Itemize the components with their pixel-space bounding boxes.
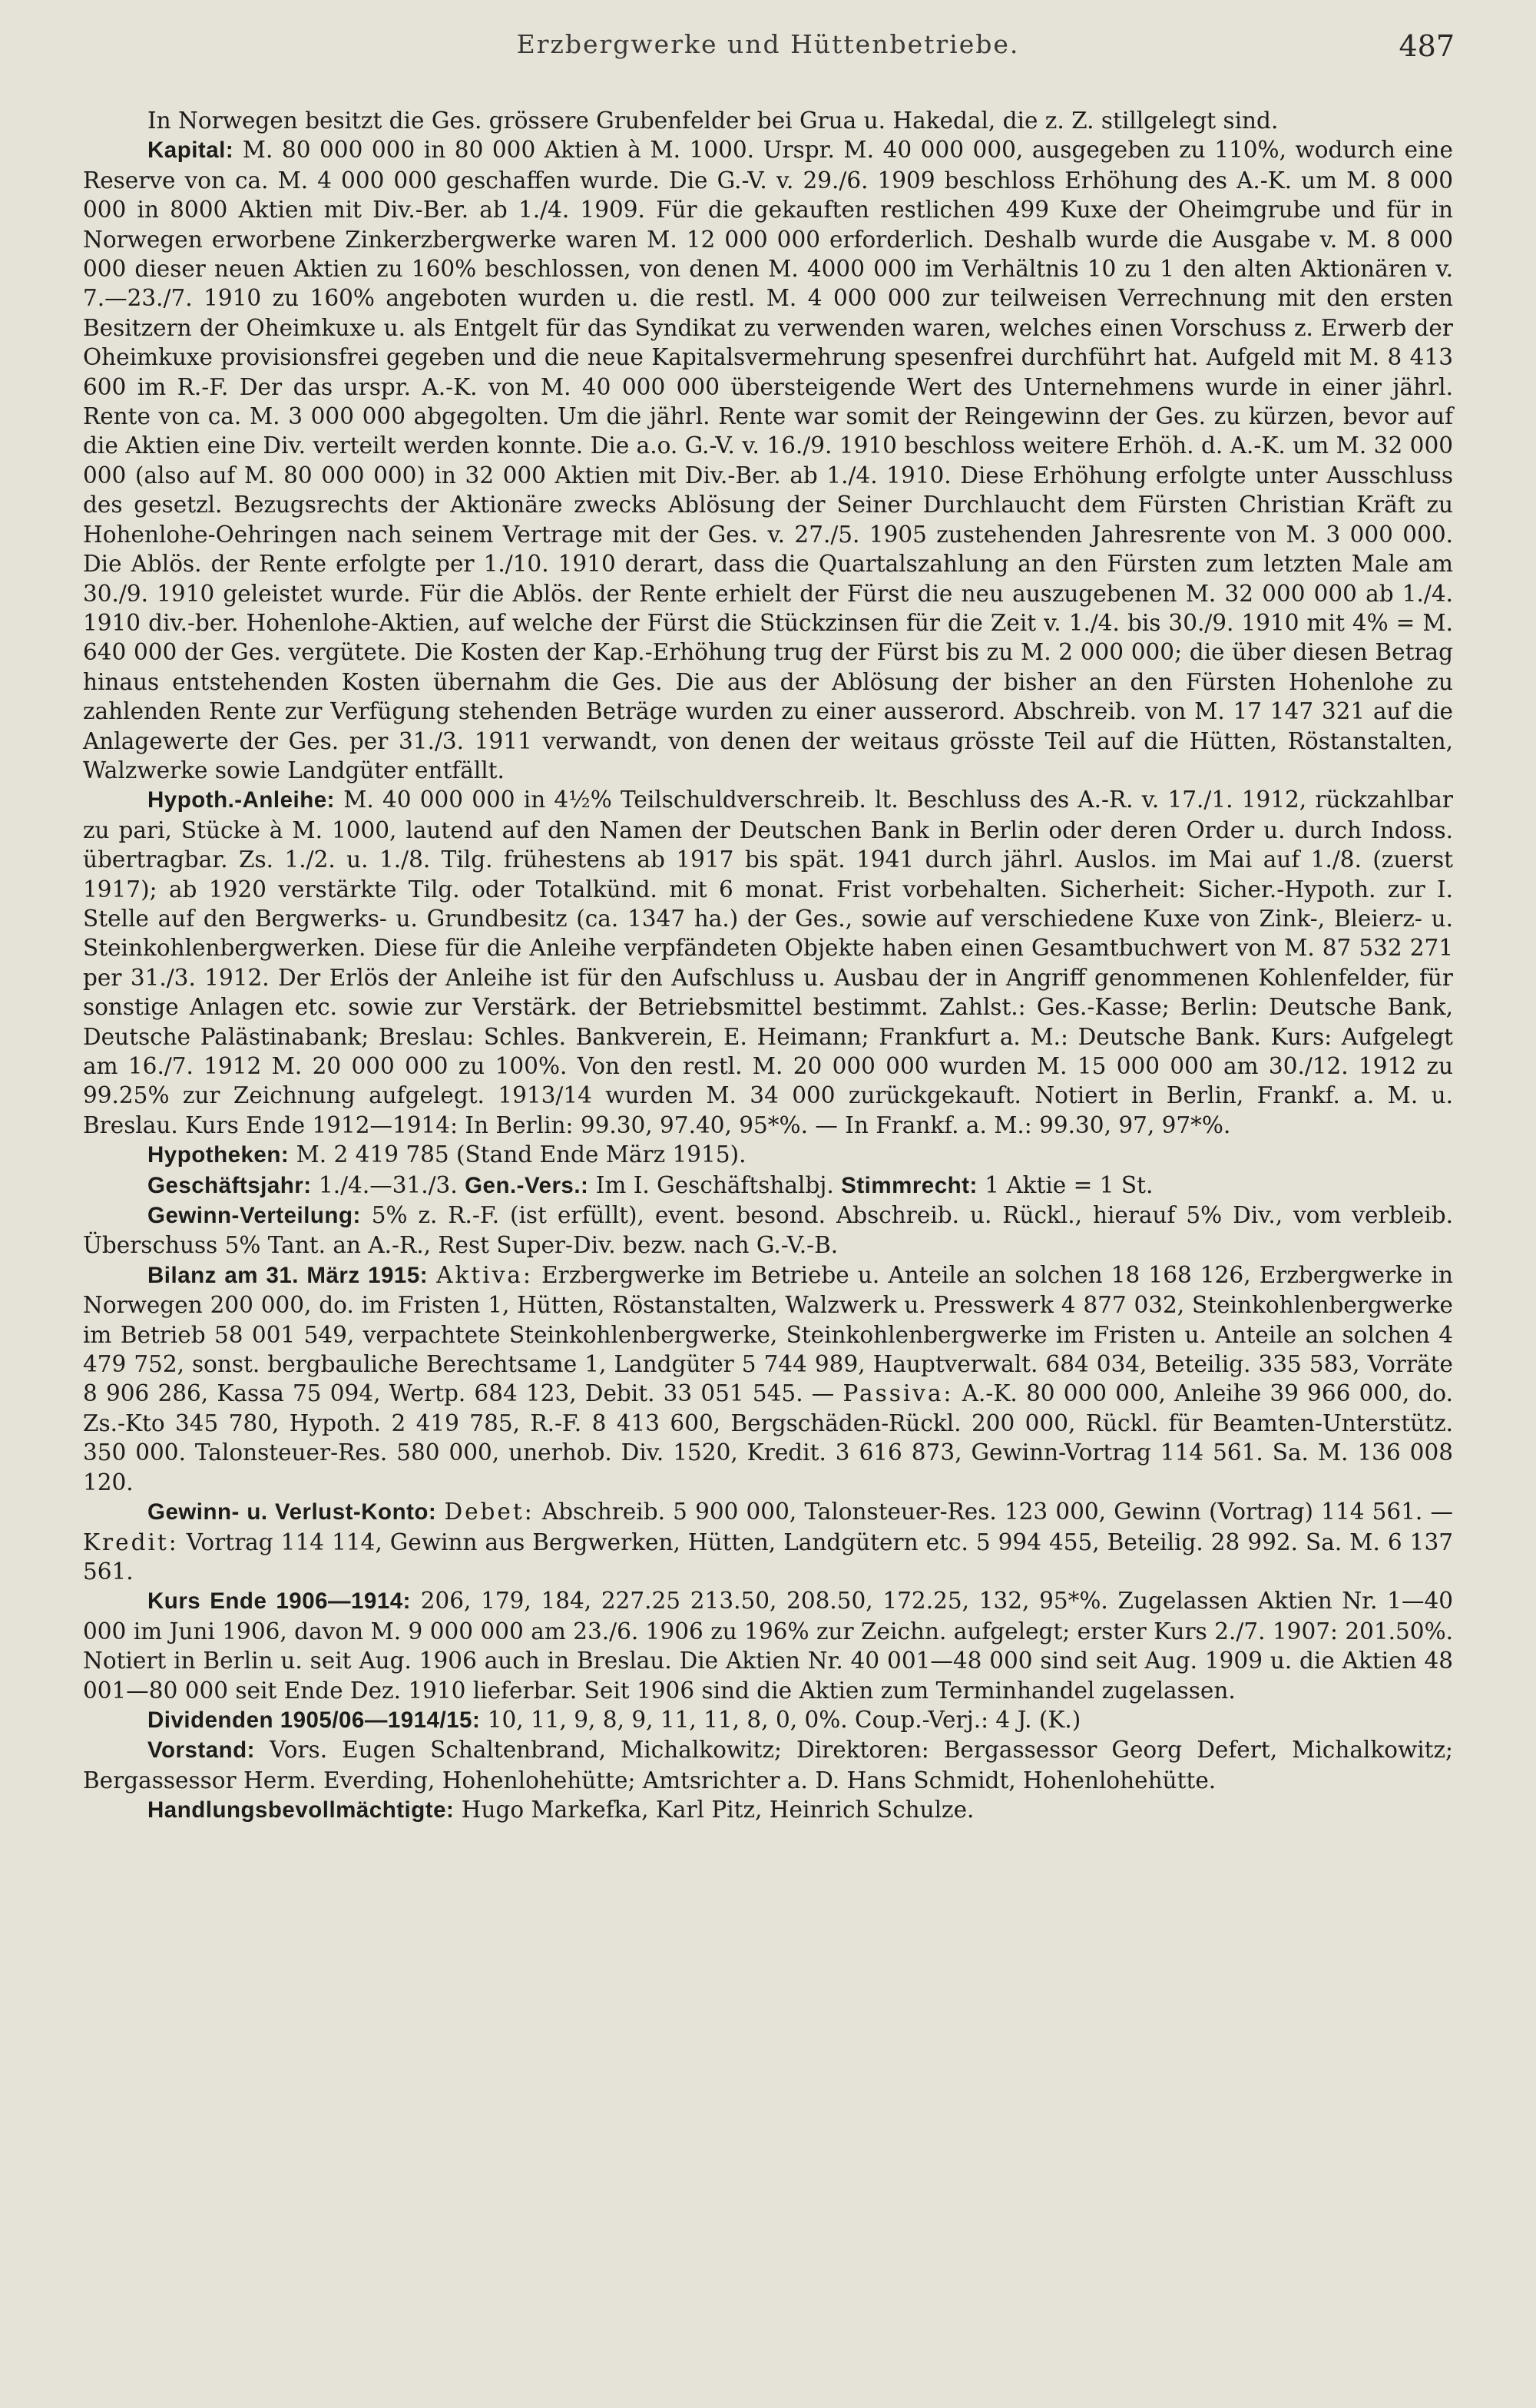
geschaeftsjahr-text: 1./4.—31./3. <box>318 1171 458 1198</box>
page-number: 487 <box>1399 29 1455 63</box>
bilanz-passiva-text: A.-K. 80 000 000, Anleihe 39 966 000, do. Zs.-Kto 345 780, Hypoth. 2 419 785, R.-F. 8 413 600, Bergschäden-Rückl. 200 000, Rückl. für Beamten-Unterstütz. 350 000. Talonsteuer-Res. 580 000, unerhob. Div. 1520, Kredit. 3 616 873, Gewinn-Vortrag 114 561. Sa. M. 136 008 120. <box>83 1380 1453 1495</box>
vorstand-text: Vors. Eugen Schaltenbrand, Michalkowitz; Direktoren: Bergassessor Georg Defert, Michalkowitz; Bergassessor Herm. Everding, Hohenlohehütte; Amtsrichter a. D. Hans Schmidt, Hohenlohehütte. <box>83 1737 1453 1794</box>
paragraph-dividenden <box>83 1705 1453 1735</box>
guv-kredit-label: Kredit: <box>83 1529 179 1555</box>
paragraph-kapital <box>83 135 1453 785</box>
guv-kredit-text: Vortrag 114 114, Gewinn aus Bergwerken, Hütten, Landgütern etc. 5 994 455, Beteilig. 28 992. Sa. M. 6 137 561. <box>83 1529 1453 1585</box>
hypoth-anleihe-heading: Hypoth.-Anleihe: <box>147 787 335 813</box>
geschaeftsjahr-heading: Geschäftsjahr: <box>147 1172 312 1198</box>
running-title: Erzbergwerke und Hüttenbetriebe. <box>516 29 1020 59</box>
guv-debet-label: Debet: <box>444 1499 535 1525</box>
kapital-heading: Kapital: <box>147 137 234 164</box>
kapital-text: M. 80 000 000 in 80 000 Aktien à M. 1000. Urspr. M. 40 000 000, ausgegeben zu 110%, wodurch eine Reserve von ca. M. 4 000 000 geschaffen wurde. Die G.-V. v. 29./6. 1909 beschloss Erhöhung des A.-K. um M. 8 000 000 in 8000 Aktien mit Div.-Ber. ab 1./4. 1909. Für die gekauften restlichen 499 Kuxe der Oheimgrube und für in Norwegen erworbene Zinkerzbergwerke waren M. 12 000 000 erforderlich. Deshalb wurde die Ausgabe v. M. 8 000 000 dieser neuen Aktien zu 160% beschlossen, von denen M. 4000 000 im Verhältnis 10 zu 1 den alten Aktionären v. 7.—23./7. 1910 zu 160% angeboten wurden u. die restl. M. 4 000 000 zur teilweisen Verrechnung mit den ersten Besitzern der Oheimkuxe u. als Entgelt für das Syndikat zu verwenden waren, welches einen Vorschuss z. Erwerb der Oheimkuxe provisionsfrei gegeben und die neue Kapitalsvermehrung spesenfrei durchführt hat. Aufgeld mit M. 8 413 600 im R.-F. Der das urspr. A.-K. von M. 40 000 000 übersteigende Wert des Unternehmens wurde in einer jährl. Rente von ca. M. 3 000 000 abgegolten. Um die jährl. Rente war somit der Reingewinn der Ges. zu kürzen, bevor auf die Aktien eine Div. verteilt werden konnte. Die a.o. G.-V. v. 16./9. 1910 beschloss weitere Erhöh. d. A.-K. um M. 32 000 000 (also auf M. 80 000 000) in 32 000 Aktien mit Div.-Ber. ab 1./4. 1910. Diese Erhöhung erfolgte unter Ausschluss des gesetzl. Bezugsrechts der Aktionäre zwecks Ablösung der Seiner Durchlaucht dem Fürsten Christian Kräft zu Hohenlohe-Oehringen nach seinem Vertrage mit der Ges. v. 27./5. 1905 zustehenden Jahresrente von M. 3 000 000. Die Ablös. der Rente erfolgte per 1./10. 1910 derart, dass die Quartalszahlung an den Fürsten zum letzten Male am 30./9. 1910 geleistet wurde. Für die Ablös. der Rente erhielt der Fürst die neu auszugebenen M. 32 000 000 ab 1./4. 1910 div.-ber. Hohenlohe-Aktien, auf welche der Fürst die Stückzinsen für die Zeit v. 1./4. bis 30./9. 1910 mit 4% = M. 640 000 der Ges. vergütete. Die Kosten der Kap.-Erhöhung trug der Fürst bis zu M. 2 000 000; die über diesen Betrag hinaus entstehenden Kosten übernahm die Ges. Die aus der Ablösung der bisher an den Fürsten Hohenlohe zu zahlenden Rente zur Verfügung stehenden Beträge wurden zu einer ausserord. Abschreib. von M. 17 147 321 auf die Anlagewerte der Ges. per 31./3. 1911 verwandt, von denen der weitaus grösste Teil auf die Hütten, Röstanstalten, Walzwerke sowie Landgüter entfällt. <box>83 137 1453 783</box>
paragraph-gewinn-verlust-konto <box>83 1497 1453 1586</box>
guv-heading: Gewinn- u. Verlust-Konto: <box>147 1499 437 1525</box>
hypotheken-text: M. 2 419 785 (Stand Ende März 1915). <box>296 1141 746 1168</box>
gen-vers-text: Im I. Geschäftshalbj. <box>595 1171 834 1198</box>
bilanz-heading: Bilanz am 31. März 1915: <box>147 1262 429 1288</box>
stimmrecht-text: 1 Aktie = 1 St. <box>985 1171 1154 1198</box>
hypoth-anleihe-text: M. 40 000 000 in 4½% Teilschuldverschreib. lt. Beschluss des A.-R. v. 17./1. 1912, rückzahlbar zu pari, Stücke à M. 1000, lautend auf den Namen der Deutschen Bank in Berlin oder deren Order u. durch Indoss. übertragbar. Zs. 1./2. u. 1./8. Tilg. frühestens ab 1917 bis spät. 1941 durch jährl. Auslos. im Mai auf 1./8. (zuerst 1917); ab 1920 verstärkte Tilg. oder Totalkünd. mit 6 monat. Frist vorbehalten. Sicherheit: Sicher.-Hypoth. zur I. Stelle auf den Bergwerks- u. Grundbesitz (ca. 1347 ha.) der Ges., sowie auf verschiedene Kuxe von Zink-, Bleierz- u. Steinkohlenbergwerken. Diese für die Anleihe verpfändeten Objekte haben einen Gesamtbuchwert von M. 87 532 271 per 31./3. 1912. Der Erlös der Anleihe ist für den Aufschluss u. Ausbau der in Angriff genommenen Kohlenfelder, für sonstige Anlagen etc. sowie zur Verstärk. der Betriebsmittel bestimmt. Zahlst.: Ges.-Kasse; Berlin: Deutsche Bank, Deutsche Palästinabank; Breslau: Schles. Bankverein, E. Heimann; Frankfurt a. M.: Deutsche Bank. Kurs: Aufgelegt am 16./7. 1912 M. 20 000 000 zu 100%. Von den restl. M. 20 000 000 wurden M. 15 000 000 am 30./12. 1912 zu 99.25% zur Zeichnung aufgelegt. 1913/14 wurden M. 34 000 zurückgekauft. Notiert in Berlin, Frankf. a. M. u. Breslau. Kurs Ende 1912—1914: In Berlin: 99.30, 97.40, 95*%. — In Frankf. a. M.: 99.30, 97, 97*%. <box>83 787 1453 1138</box>
paragraph-norwegen <box>83 106 1453 135</box>
paragraph-hypotheken <box>83 1140 1453 1170</box>
handlungsbevollmaechtigte-heading: Handlungsbevollmächtigte: <box>147 1797 455 1823</box>
hypotheken-heading: Hypotheken: <box>147 1142 290 1168</box>
paragraph-hypoth-anleihe <box>83 785 1453 1140</box>
paragraph-gewinn-verteilung <box>83 1201 1453 1260</box>
paragraph-handlungsbevollmaechtigte <box>83 1795 1453 1825</box>
gewinn-verteilung-heading: Gewinn-Verteilung: <box>147 1203 361 1229</box>
bilanz-passiva-label: Passiva: <box>842 1380 954 1407</box>
body-text <box>83 106 1453 1826</box>
bilanz-aktiva-label: Aktiva: <box>436 1261 533 1288</box>
paragraph-vorstand <box>83 1735 1453 1795</box>
bilanz-aktiva-text: Erzbergwerke im Betriebe u. Anteile an solchen 18 168 126, Erzbergwerke in Norwegen 200 000, do. im Fristen 1, Hütten, Röstanstalten, Walzwerk u. Presswerk 4 877 032, Steinkohlenbergwerke im Betrieb 58 001 549, verpachtete Steinkohlenbergwerke, Steinkohlenbergwerke im Fristen u. Anteile an solchen 4 479 752, sonst. bergbauliche Berechtsame 1, Landgüter 5 744 989, Hauptverwalt. 684 034, Beteilig. 335 583, Vorräte 8 906 286, Kassa 75 094, Wertp. 684 123, Debit. 33 051 545. — <box>83 1261 1453 1407</box>
page-header <box>0 29 1536 75</box>
dividenden-heading: Dividenden 1905/06—1914/15: <box>147 1707 481 1733</box>
paragraph-geschaeftsjahr <box>83 1171 1453 1201</box>
paragraph-bilanz <box>83 1260 1453 1497</box>
vorstand-heading: Vorstand: <box>147 1737 255 1764</box>
guv-debet-text: Abschreib. 5 900 000, Talonsteuer-Res. 123 000, Gewinn (Vortrag) 114 561. — <box>541 1499 1453 1525</box>
kurs-text: 206, 179, 184, 227.25 213.50, 208.50, 172.25, 132, 95*%. Zugelassen Aktien Nr. 1—40 000 im Juni 1906, davon M. 9 000 000 am 23./6. 1906 zu 196% zur Zeichn. aufgelegt; erster Kurs 2./7. 1907: 201.50%. Notiert in Berlin u. seit Aug. 1906 auch in Breslau. Die Aktien Nr. 40 001—48 000 sind seit Aug. 1909 u. die Aktien 48 001—80 000 seit Ende Dez. 1910 lieferbar. Seit 1906 sind die Aktien zum Terminhandel zugelassen. <box>83 1588 1453 1704</box>
paragraph-kurs <box>83 1586 1453 1705</box>
handlungsbevollmaechtigte-text: Hugo Markefka, Karl Pitz, Heinrich Schulze. <box>461 1797 975 1823</box>
norwegen-text: In Norwegen besitzt die Ges. grössere Grubenfelder bei Grua u. Hakedal, die z. Z. stillgelegt sind. <box>147 108 1279 134</box>
dividenden-text: 10, 11, 9, 8, 9, 11, 11, 8, 0, 0%. Coup.-Verj.: 4 J. (K.) <box>487 1706 1081 1733</box>
kurs-heading: Kurs Ende 1906—1914: <box>147 1588 411 1615</box>
gewinn-verteilung-text: 5% z. R.-F. (ist erfüllt), event. besond. Abschreib. u. Rückl., hierauf 5% Div., vom verbleib. Überschuss 5% Tant. an A.-R., Rest Super-Div. bezw. nach G.-V.-B. <box>83 1202 1453 1259</box>
stimmrecht-heading: Stimmrecht: <box>841 1172 978 1198</box>
gen-vers-heading: Gen.-Vers.: <box>465 1172 589 1198</box>
